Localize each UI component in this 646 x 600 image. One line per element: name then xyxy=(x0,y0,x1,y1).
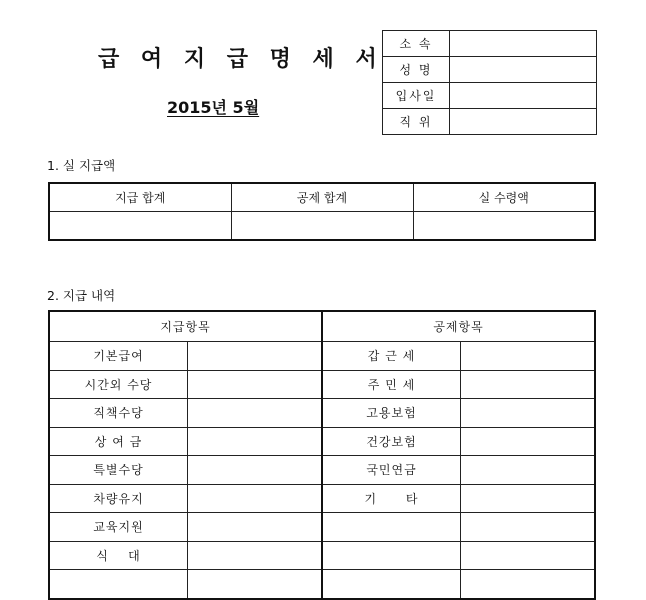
net-amount-value xyxy=(413,212,595,241)
info-value xyxy=(450,83,597,109)
payment-item-label: 특별수당 xyxy=(49,456,188,485)
deduction-item-label xyxy=(322,570,461,599)
payment-item-amount xyxy=(188,427,323,456)
section2-heading: 2. 지급 내역 xyxy=(47,288,116,303)
payment-item-label: 차량유지 xyxy=(49,484,188,513)
employee-info-table xyxy=(382,30,597,135)
payment-item-label: 기본급여 xyxy=(49,342,188,371)
info-row xyxy=(383,83,597,109)
deduction-item-amount xyxy=(461,484,596,513)
payment-item-label: 상 여 금 xyxy=(49,427,188,456)
payment-item-amount xyxy=(188,570,323,599)
info-value xyxy=(450,57,597,83)
deduction-item-amount xyxy=(461,399,596,428)
info-value xyxy=(450,31,597,57)
info-label: 성 명 xyxy=(383,57,450,83)
table-row xyxy=(49,513,595,542)
payment-item-amount xyxy=(188,370,323,399)
deduction-item-amount xyxy=(461,456,596,485)
summary-value-row xyxy=(49,212,595,241)
info-label: 소 속 xyxy=(383,31,450,57)
table-row xyxy=(49,484,595,513)
info-label: 직 위 xyxy=(383,109,450,135)
table-row xyxy=(49,399,595,428)
deduction-item-amount xyxy=(461,541,596,570)
deduction-item-label: 국민연금 xyxy=(322,456,461,485)
net-pay-summary-table xyxy=(48,182,596,241)
total-payment-value xyxy=(49,212,231,241)
table-row xyxy=(49,370,595,399)
table-row xyxy=(49,427,595,456)
info-row xyxy=(383,57,597,83)
payment-item-amount xyxy=(188,513,323,542)
total-payment-header: 지급 합계 xyxy=(49,183,231,212)
summary-header-row xyxy=(49,183,595,212)
payment-item-label: 직책수당 xyxy=(49,399,188,428)
deduction-item-label: 주 민 세 xyxy=(322,370,461,399)
deduction-items-header: 공제항목 xyxy=(322,311,595,342)
deduction-item-label xyxy=(322,513,461,542)
pay-period: 2015년 5월 xyxy=(167,98,260,117)
details-header-row xyxy=(49,311,595,342)
deduction-item-amount xyxy=(461,370,596,399)
info-row xyxy=(383,31,597,57)
info-value xyxy=(450,109,597,135)
payment-item-amount xyxy=(188,456,323,485)
payment-item-label: 식 대 xyxy=(49,541,188,570)
info-label: 입사일 xyxy=(383,83,450,109)
table-row xyxy=(49,456,595,485)
pay-details-table xyxy=(48,310,596,600)
payment-items-header: 지급항목 xyxy=(49,311,322,342)
deduction-item-label: 고용보험 xyxy=(322,399,461,428)
deduction-item-label: 기 타 xyxy=(322,484,461,513)
payment-item-label xyxy=(49,570,188,599)
deduction-item-amount xyxy=(461,427,596,456)
payment-item-amount xyxy=(188,342,323,371)
total-deduction-value xyxy=(231,212,413,241)
payment-item-amount xyxy=(188,541,323,570)
table-row xyxy=(49,541,595,570)
table-row xyxy=(49,570,595,599)
net-amount-header: 실 수령액 xyxy=(413,183,595,212)
payment-item-label: 교육지원 xyxy=(49,513,188,542)
table-row xyxy=(49,342,595,371)
deduction-item-amount xyxy=(461,342,596,371)
payment-item-amount xyxy=(188,484,323,513)
payment-item-label: 시간외 수당 xyxy=(49,370,188,399)
total-deduction-header: 공제 합계 xyxy=(231,183,413,212)
info-row xyxy=(383,109,597,135)
deduction-item-amount xyxy=(461,513,596,542)
deduction-item-label xyxy=(322,541,461,570)
payment-item-amount xyxy=(188,399,323,428)
deduction-item-amount xyxy=(461,570,596,599)
deduction-item-label: 건강보험 xyxy=(322,427,461,456)
document-title: 급 여 지 급 명 세 서 xyxy=(98,47,384,72)
section1-heading: 1. 실 지급액 xyxy=(47,158,116,173)
deduction-item-label: 갑 근 세 xyxy=(322,342,461,371)
